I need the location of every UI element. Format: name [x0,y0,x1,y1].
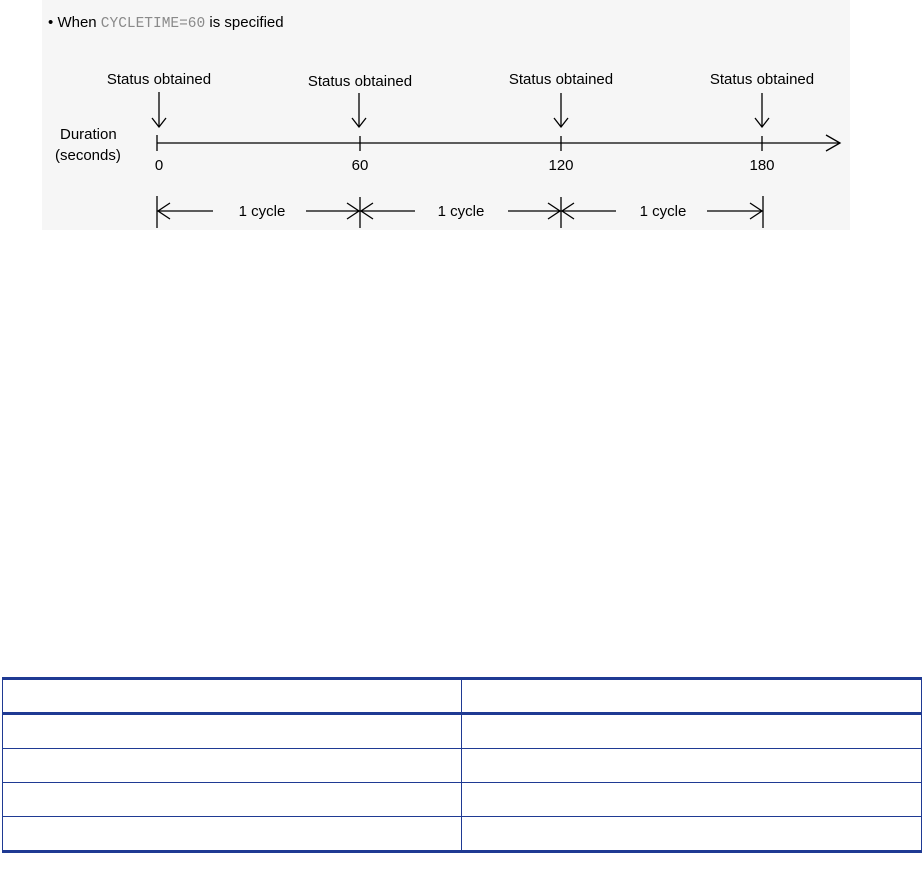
caption-bullet: • [48,14,54,31]
timeline-diagram [0,0,923,240]
caption-code: CYCLETIME=60 [100,16,206,32]
table-row [3,714,922,749]
event-label-0: Status obtained [106,71,212,88]
event-label-1: Status obtained [307,73,413,90]
caption-suffix: is specified [209,14,284,31]
table-cell [3,817,462,852]
caption-prefix: When [57,14,97,31]
cycle-label-3: 1 cycle [639,203,687,220]
tick-label-0: 0 [154,157,164,174]
axis-label-line1: Duration [60,126,117,143]
empty-table [2,677,922,853]
down-arrow-icon [152,92,166,127]
down-arrow-icon [352,93,366,127]
table-row [3,749,922,783]
table-cell [462,817,922,852]
table-cell [462,714,922,749]
cycle-label-1: 1 cycle [238,203,286,220]
tick-label-180: 180 [749,157,775,174]
table-cell [3,783,462,817]
event-label-2: Status obtained [508,71,614,88]
table-row [3,783,922,817]
down-arrow-icon [755,93,769,127]
tick-label-60: 60 [351,157,369,174]
cycle-label-2: 1 cycle [437,203,485,220]
table-cell [3,749,462,783]
table-header-cell [3,679,462,714]
table-cell [462,749,922,783]
table-row [3,817,922,852]
tick-label-120: 120 [548,157,574,174]
event-label-3: Status obtained [709,71,815,88]
time-axis [157,135,840,151]
table-cell [3,714,462,749]
down-arrow-icon [554,93,568,127]
table-cell [462,783,922,817]
table-header-row [3,679,922,714]
table-header-cell [462,679,922,714]
axis-label-line2: (seconds) [55,147,121,164]
